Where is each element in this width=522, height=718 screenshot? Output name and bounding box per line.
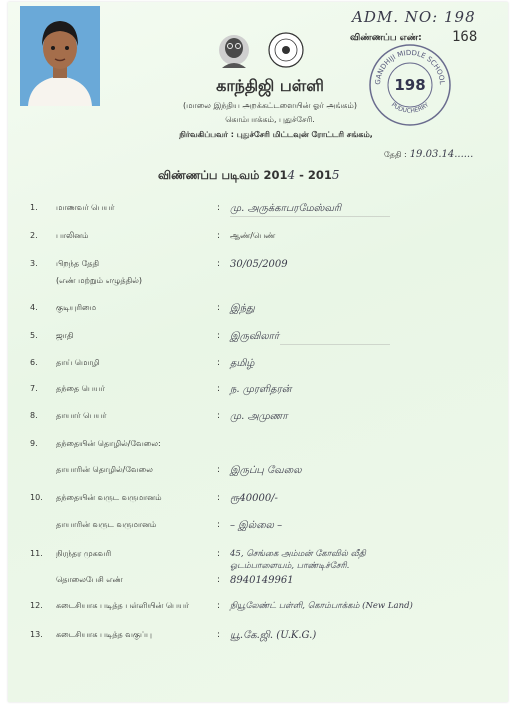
date-value: 19.03.14...... (409, 149, 474, 160)
field-label: தாயாரின் தொழில்/வேலை (56, 465, 153, 474)
field-value: 8940149961 (230, 575, 294, 586)
field-label-note: (எண் மற்றும் எழுத்தில்) (56, 276, 142, 285)
field-number: 12. (30, 601, 43, 610)
school-address: கொம்பாக்கம், புதுச்சேரி. (225, 115, 315, 124)
field-mother-income: தாயாரின் வருட வருமானம் : – இல்லை – (56, 520, 283, 531)
field-number: 2. (30, 231, 38, 240)
svg-text:PUDUCHERRY (390, 101, 431, 114)
field-label: பாலினம் (56, 231, 89, 240)
field-father-income: 10. தந்தையின் வருட வருமானம் : ரூ40000/- (30, 493, 278, 504)
field-value: மு. அருக்காபரமேஸ்வரி (230, 203, 342, 214)
date-field (384, 149, 473, 160)
stamp-number: 198 (394, 76, 426, 94)
field-label: தந்தை பெயர் (56, 384, 105, 393)
application-number-label: விண்ணப்ப எண்: (350, 33, 422, 43)
field-father-name: 7. தந்தை பெயர் : ந. முரளிதரன் (30, 384, 292, 395)
field-number: 1. (30, 203, 38, 212)
field-number: 10. (30, 493, 43, 502)
field-number: 13. (30, 630, 43, 639)
rotary-seal-icon (269, 33, 303, 67)
field-phone-number: தொலைபேசி எண் : 8940149961 (56, 575, 294, 586)
field-label: குடியுரிமை (56, 303, 97, 312)
field-label: மாணவர் பெயர் (56, 203, 115, 212)
date-label: தேதி : (384, 150, 407, 159)
field-label: தந்தையின் வருட வருமானம் (56, 493, 162, 502)
field-mother-name: 8. தாயார் பெயர் : மு. அமுணா (30, 411, 288, 422)
field-label: தந்தையின் தொழில்/வேலை: (56, 439, 161, 448)
field-number: 5. (30, 331, 38, 340)
admission-number: ADM. NO: 198 (352, 8, 476, 26)
field-last-school: 12. கடைசியாக படித்த பள்ளியின் பெயர் : நியூலேண்ட் பள்ளி, கொம்பாக்கம் (New Land) (30, 601, 413, 611)
field-label: தாய் மொழி (56, 358, 100, 367)
field-value: ஆண்/பெண் (230, 231, 276, 240)
field-number: 8. (30, 411, 38, 420)
application-number-value: 168 (452, 29, 478, 45)
underline (280, 344, 390, 345)
student-photo (20, 6, 100, 106)
field-label: தாயாரின் வருட வருமானம் (56, 520, 157, 529)
field-date-of-birth: 3. பிறந்த தேதி (எண் மற்றும் எழுத்தில்) : 30/05/2009 (30, 259, 288, 285)
form-title-separator: - 201 (295, 168, 332, 182)
field-value: யூ.கே.ஜி. (U.K.G.) (230, 630, 317, 641)
field-number: 11. (30, 549, 43, 558)
field-father-occupation (0, 439, 522, 455)
school-management: நிர்வகிப்பவர் : புதுச்சேரி மிட்டவுன் ரோட்டரி சங்கம், (179, 130, 373, 139)
field-value: ரூ40000/- (230, 493, 278, 504)
field-student-name: 1. மாணவர் பெயர் : மு. அருக்காபரமேஸ்வரி (30, 203, 342, 214)
field-label: கடைசியாக படித்த வகுப்பு (56, 630, 152, 639)
field-value-line-2: ஓடம்பாளையம், பாண்டிச்சேரி. (230, 561, 350, 571)
field-value: தமிழ் (230, 358, 255, 369)
field-number: 4. (30, 303, 38, 312)
form-title (158, 168, 340, 184)
field-permanent-address: 11. நிரந்தர முகவரி : 45, செங்கை அம்மன் கோவில் வீதி ஓடம்பாளையம், பாண்டிச்சேரி. (30, 549, 366, 571)
school-subtitle-trust: (மாலை இந்திய அறக்கட்டளையின் ஓர் அங்கம்) (183, 101, 357, 110)
school-seal-stamp (367, 42, 453, 128)
field-value: – இல்லை – (230, 520, 283, 531)
field-number: 7. (30, 384, 38, 393)
field-label: நிரந்தர முகவரி (56, 549, 112, 558)
field-value: இந்து (230, 303, 255, 314)
form-title-year-end: 5 (331, 168, 340, 182)
field-label: தாயார் பெயர் (56, 411, 107, 420)
field-value: நியூலேண்ட் பள்ளி, கொம்பாக்கம் (New Land) (230, 601, 413, 611)
field-gender: 2. பாலினம் : ஆண்/பெண் (30, 231, 276, 241)
underline (230, 216, 390, 217)
field-label: ஜாதி (56, 331, 74, 340)
field-religion: 4. குடியுரிமை : இந்து (30, 303, 255, 314)
school-name: காந்திஜி பள்ளி (216, 76, 324, 95)
stamp-school-text: GANDHIJI MIDDLE SCHOOL (373, 48, 447, 85)
field-value: மு. அமுணா (230, 411, 288, 422)
field-label: தொலைபேசி எண் (56, 575, 123, 584)
field-mother-occupation: தாயாரின் தொழில்/வேலை : இருப்பு வேலை (56, 465, 302, 476)
field-mother-tongue: 6. தாய் மொழி : தமிழ் (30, 358, 255, 369)
field-label: கடைசியாக படித்த பள்ளியின் பெயர் (56, 601, 190, 610)
field-value: இருவிலார் (230, 331, 280, 342)
gandhi-portrait-icon (219, 35, 249, 68)
stamp-bottom-text: PUDUCHERRY (389, 101, 431, 115)
field-caste: 5. ஜாதி : இருவிலார் (30, 331, 280, 342)
field-value: ந. முரளிதரன் (230, 384, 292, 395)
field-label: பிறந்த தேதி (56, 259, 100, 268)
field-number: 9. (30, 439, 38, 448)
field-value: இருப்பு வேலை (230, 465, 302, 476)
field-number: 3. (30, 259, 38, 268)
field-value: 30/05/2009 (230, 259, 288, 270)
form-title-year-start: 4 (287, 168, 296, 182)
field-value: 45, செங்கை அம்மன் கோவில் வீதி (230, 549, 366, 559)
form-title-text: விண்ணப்ப படிவம் 201 (158, 168, 288, 182)
header-logos (214, 30, 314, 74)
field-number: 6. (30, 358, 38, 367)
field-last-class: 13. கடைசியாக படித்த வகுப்பு : யூ.கே.ஜி. (U.K.G.) (30, 630, 317, 641)
